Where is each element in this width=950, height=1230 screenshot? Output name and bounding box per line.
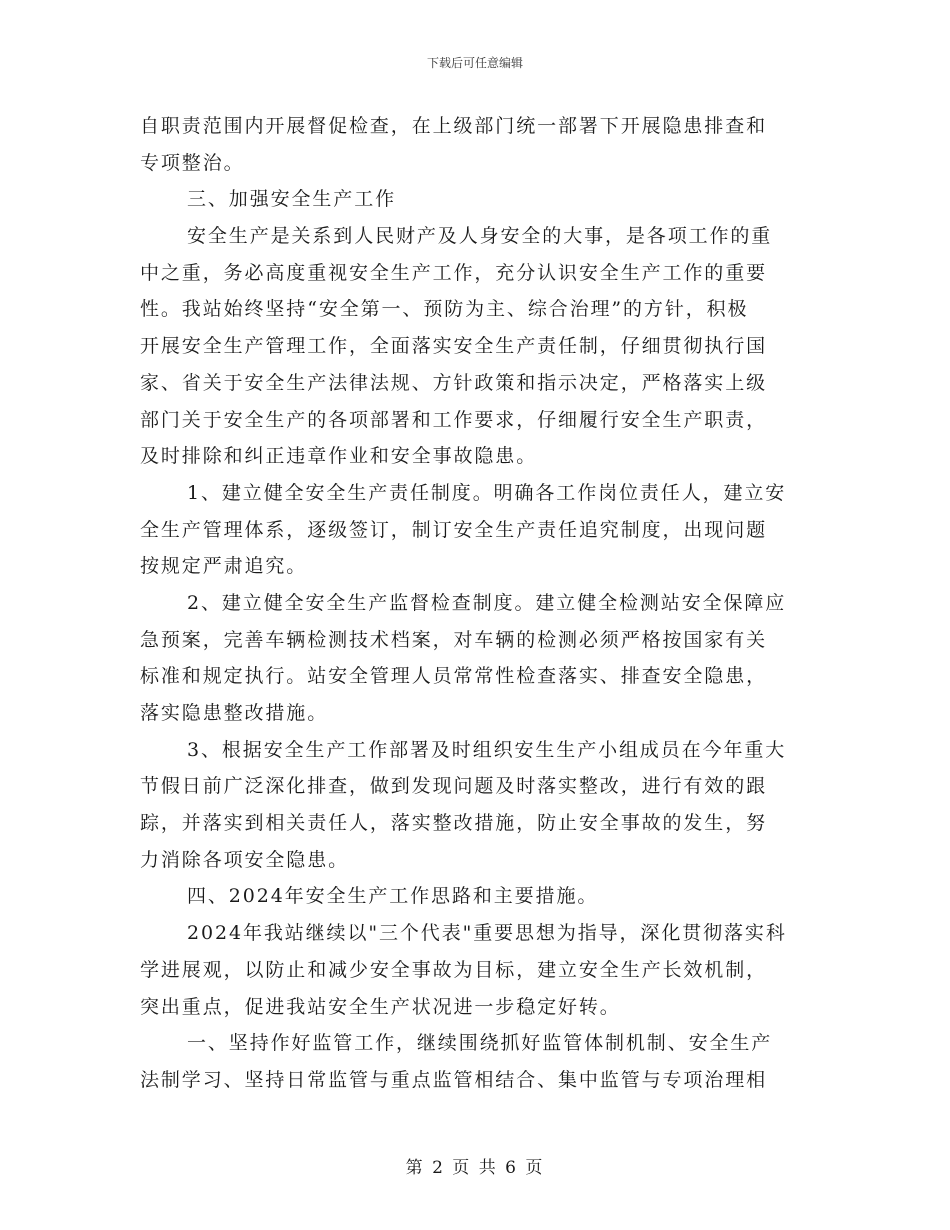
paragraph-item-3 — [140, 732, 810, 879]
document-body — [140, 108, 810, 1099]
text-line: 突出重点，促进我站安全生产状况进一步稳定好转。 — [140, 995, 621, 1018]
text-line: 部门关于安全生产的各项部署和工作要求，仔细履行安全生产职责， — [140, 408, 768, 431]
text-line: 1、建立健全安全生产责任制度。明确各工作岗位责任人，建立安 — [187, 481, 787, 504]
text-line: 及时排除和纠正违章作业和安全事故隐患。 — [140, 445, 538, 468]
text-line: 专项整治。 — [140, 151, 245, 174]
page-number: 第 2 页 共 6 页 — [405, 1158, 545, 1178]
heading-line: 四、2024年安全生产工作思路和主要措施。 — [187, 885, 599, 908]
text-line: 标准和规定执行。站安全管理人员常常性检查落实、排查安全隐患， — [140, 665, 768, 688]
paragraph-item-2 — [140, 585, 810, 732]
text-line: 3、根据安全生产工作部署及时组织安生生产小组成员在今年重大 — [187, 738, 787, 761]
paragraph-3 — [140, 915, 810, 1025]
text-line: 自职责范围内开展督促检查，在上级部门统一部署下开展隐患排查和 — [140, 115, 768, 137]
paragraph-item-1 — [140, 475, 810, 585]
paragraph-4 — [140, 1025, 810, 1098]
text-line: 全生产管理体系，逐级签订，制订安全生产责任追究制度，出现问题 — [140, 518, 768, 541]
heading-line: 三、加强安全生产工作 — [187, 188, 397, 211]
text-line: 家、省关于安全生产法律法规、方针政策和指示决定，严格落实上级 — [140, 371, 768, 394]
text-line: 2024年我站继续以"三个代表"重要思想为指导，深化贯彻落实科 — [187, 922, 787, 945]
paragraph-2 — [140, 218, 810, 475]
text-line: 学进展观，以防止和减少安全事故为目标，建立安全生产长效机制， — [140, 958, 768, 981]
text-line: 安全生产是关系到人民财产及人身安全的大事，是各项工作的重 — [187, 225, 773, 248]
text-line: 性。我站始终坚持“安全第一、预防为主、综合治理”的方针，积极 — [140, 298, 749, 321]
text-line: 2、建立健全安全生产监督检查制度。建立健全检测站安全保障应 — [187, 591, 787, 614]
section-heading-3 — [140, 181, 810, 218]
section-heading-4 — [140, 878, 810, 915]
text-line: 中之重，务必高度重视安全生产工作，充分认识安全生产工作的重要 — [140, 261, 768, 284]
text-line: 踪，并落实到相关责任人，落实整改措施，防止安全事故的发生，努 — [140, 812, 768, 835]
text-line: 按规定严肃追究。 — [140, 555, 308, 578]
text-line: 开展安全生产管理工作，全面落实安全生产责任制，仔细贯彻执行国 — [140, 335, 768, 358]
text-line: 落实隐患整改措施。 — [140, 702, 329, 724]
text-line: 一、坚持作好监管工作，继续围绕抓好监管体制机制、安全生产 — [187, 1032, 773, 1055]
text-line: 节假日前广泛深化排查，做到发现问题及时落实整改，进行有效的跟 — [140, 775, 768, 798]
page-header: 下载后可任意编辑 — [426, 56, 523, 70]
text-line: 法制学习、坚持日常监管与重点监管相结合、集中监管与专项治理相 — [140, 1068, 768, 1091]
text-line: 急预案，完善车辆检测技术档案，对车辆的检测必须严格按国家有关 — [140, 628, 768, 651]
paragraph-1 — [140, 108, 810, 181]
text-line: 力消除各项安全隐患。 — [140, 848, 350, 871]
